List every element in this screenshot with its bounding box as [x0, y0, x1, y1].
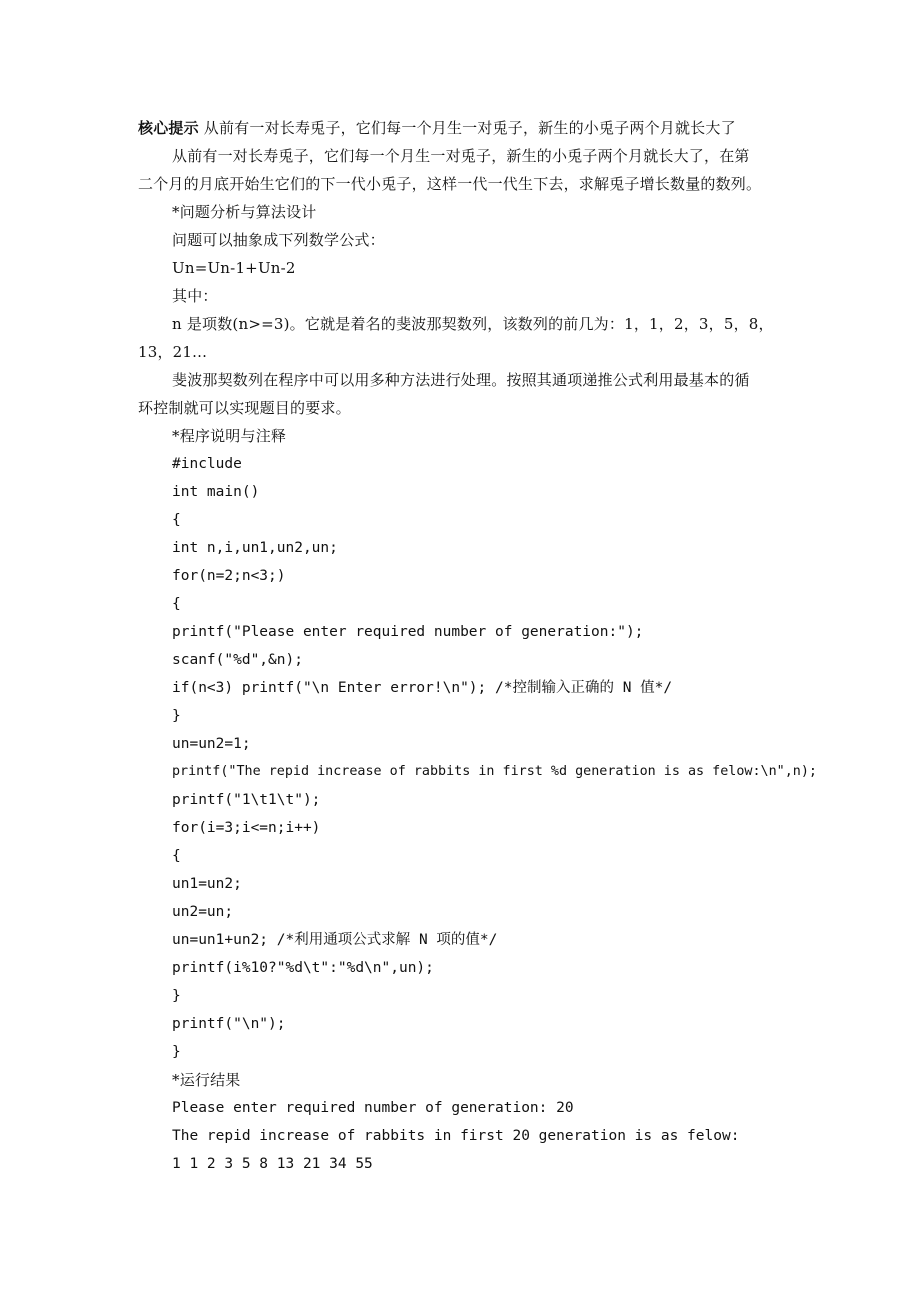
method-paragraph-line-2: 环控制就可以实现题目的要求。 [138, 399, 351, 417]
code-line: for(n=2;n<3;) [172, 568, 286, 584]
section-heading-program: *程序说明与注释 [172, 427, 287, 445]
result-line: Please enter required number of generation: 20 [172, 1100, 574, 1116]
intro-paragraph-line-2: 二个月的月底开始生它们的下一代小兎子，这样一代一代生下去，求解兎子增长数量的数列。 [138, 175, 762, 193]
code-line: printf("\n"); [172, 1016, 286, 1032]
fibonacci-paragraph-line-2: 13，21... [138, 343, 208, 361]
code-line: printf("The repid increase of rabbits in first %d generation is as felow:\n",n); [172, 764, 817, 779]
where-line: 其中： [172, 287, 218, 305]
code-line: { [172, 596, 181, 612]
code-line: un2=un; [172, 904, 234, 920]
code-line: un1=un2; [172, 876, 242, 892]
code-line: printf(i%10?"%d\t":"%d\n",un); [172, 960, 434, 976]
code-line: } [172, 708, 181, 724]
code-line: un=un1+un2; /*利用通项公式求解 N 项的值*/ [172, 932, 498, 948]
abstraction-paragraph: 问题可以抽象成下列数学公式： [172, 231, 385, 249]
core-tip-label: 核心提示 [138, 119, 199, 137]
code-line: int main() [172, 484, 260, 500]
method-paragraph-line-1: 斐波那契数列在程序中可以用多种方法进行处理。按照其通项递推公式利用最基本的循 [172, 371, 750, 389]
fibonacci-paragraph-line-1: n 是项数(n>=3)。它就是着名的斐波那契数列，该数列的前几为：1，1，2，3，5，8， [172, 315, 774, 333]
section-heading-analysis: *问题分析与算法设计 [172, 203, 317, 221]
code-line: } [172, 988, 181, 1004]
code-line: int n,i,un1,un2,un; [172, 540, 338, 556]
code-line: { [172, 512, 181, 528]
code-line: for(i=3;i<=n;i++) [172, 820, 321, 836]
formula-line: Un=Un-1+Un-2 [172, 259, 296, 277]
code-line: if(n<3) printf("\n Enter error!\n"); /*控制输入正确的 N 值*/ [172, 680, 673, 696]
section-heading-result: *运行结果 [172, 1071, 241, 1089]
core-tip-line [138, 118, 736, 138]
code-line: scanf("%d",&n); [172, 652, 303, 668]
result-line: The repid increase of rabbits in first 20 generation is as felow: [172, 1128, 740, 1144]
intro-paragraph-line-1: 从前有一对长寿兎子，它们每一个月生一对兎子，新生的小兎子两个月就长大了，在第 [172, 147, 750, 165]
code-line: printf("1\t1\t"); [172, 792, 321, 808]
code-line: #include [172, 456, 242, 472]
code-line: } [172, 1044, 181, 1060]
code-line: un=un2=1; [172, 736, 251, 752]
result-line: 1 1 2 3 5 8 13 21 34 55 [172, 1156, 373, 1172]
code-line: printf("Please enter required number of generation:"); [172, 624, 644, 640]
code-line: { [172, 848, 181, 864]
core-tip-text: 从前有一对长寿兎子，它们每一个月生一对兎子，新生的小兎子两个月就长大了 [203, 119, 736, 137]
